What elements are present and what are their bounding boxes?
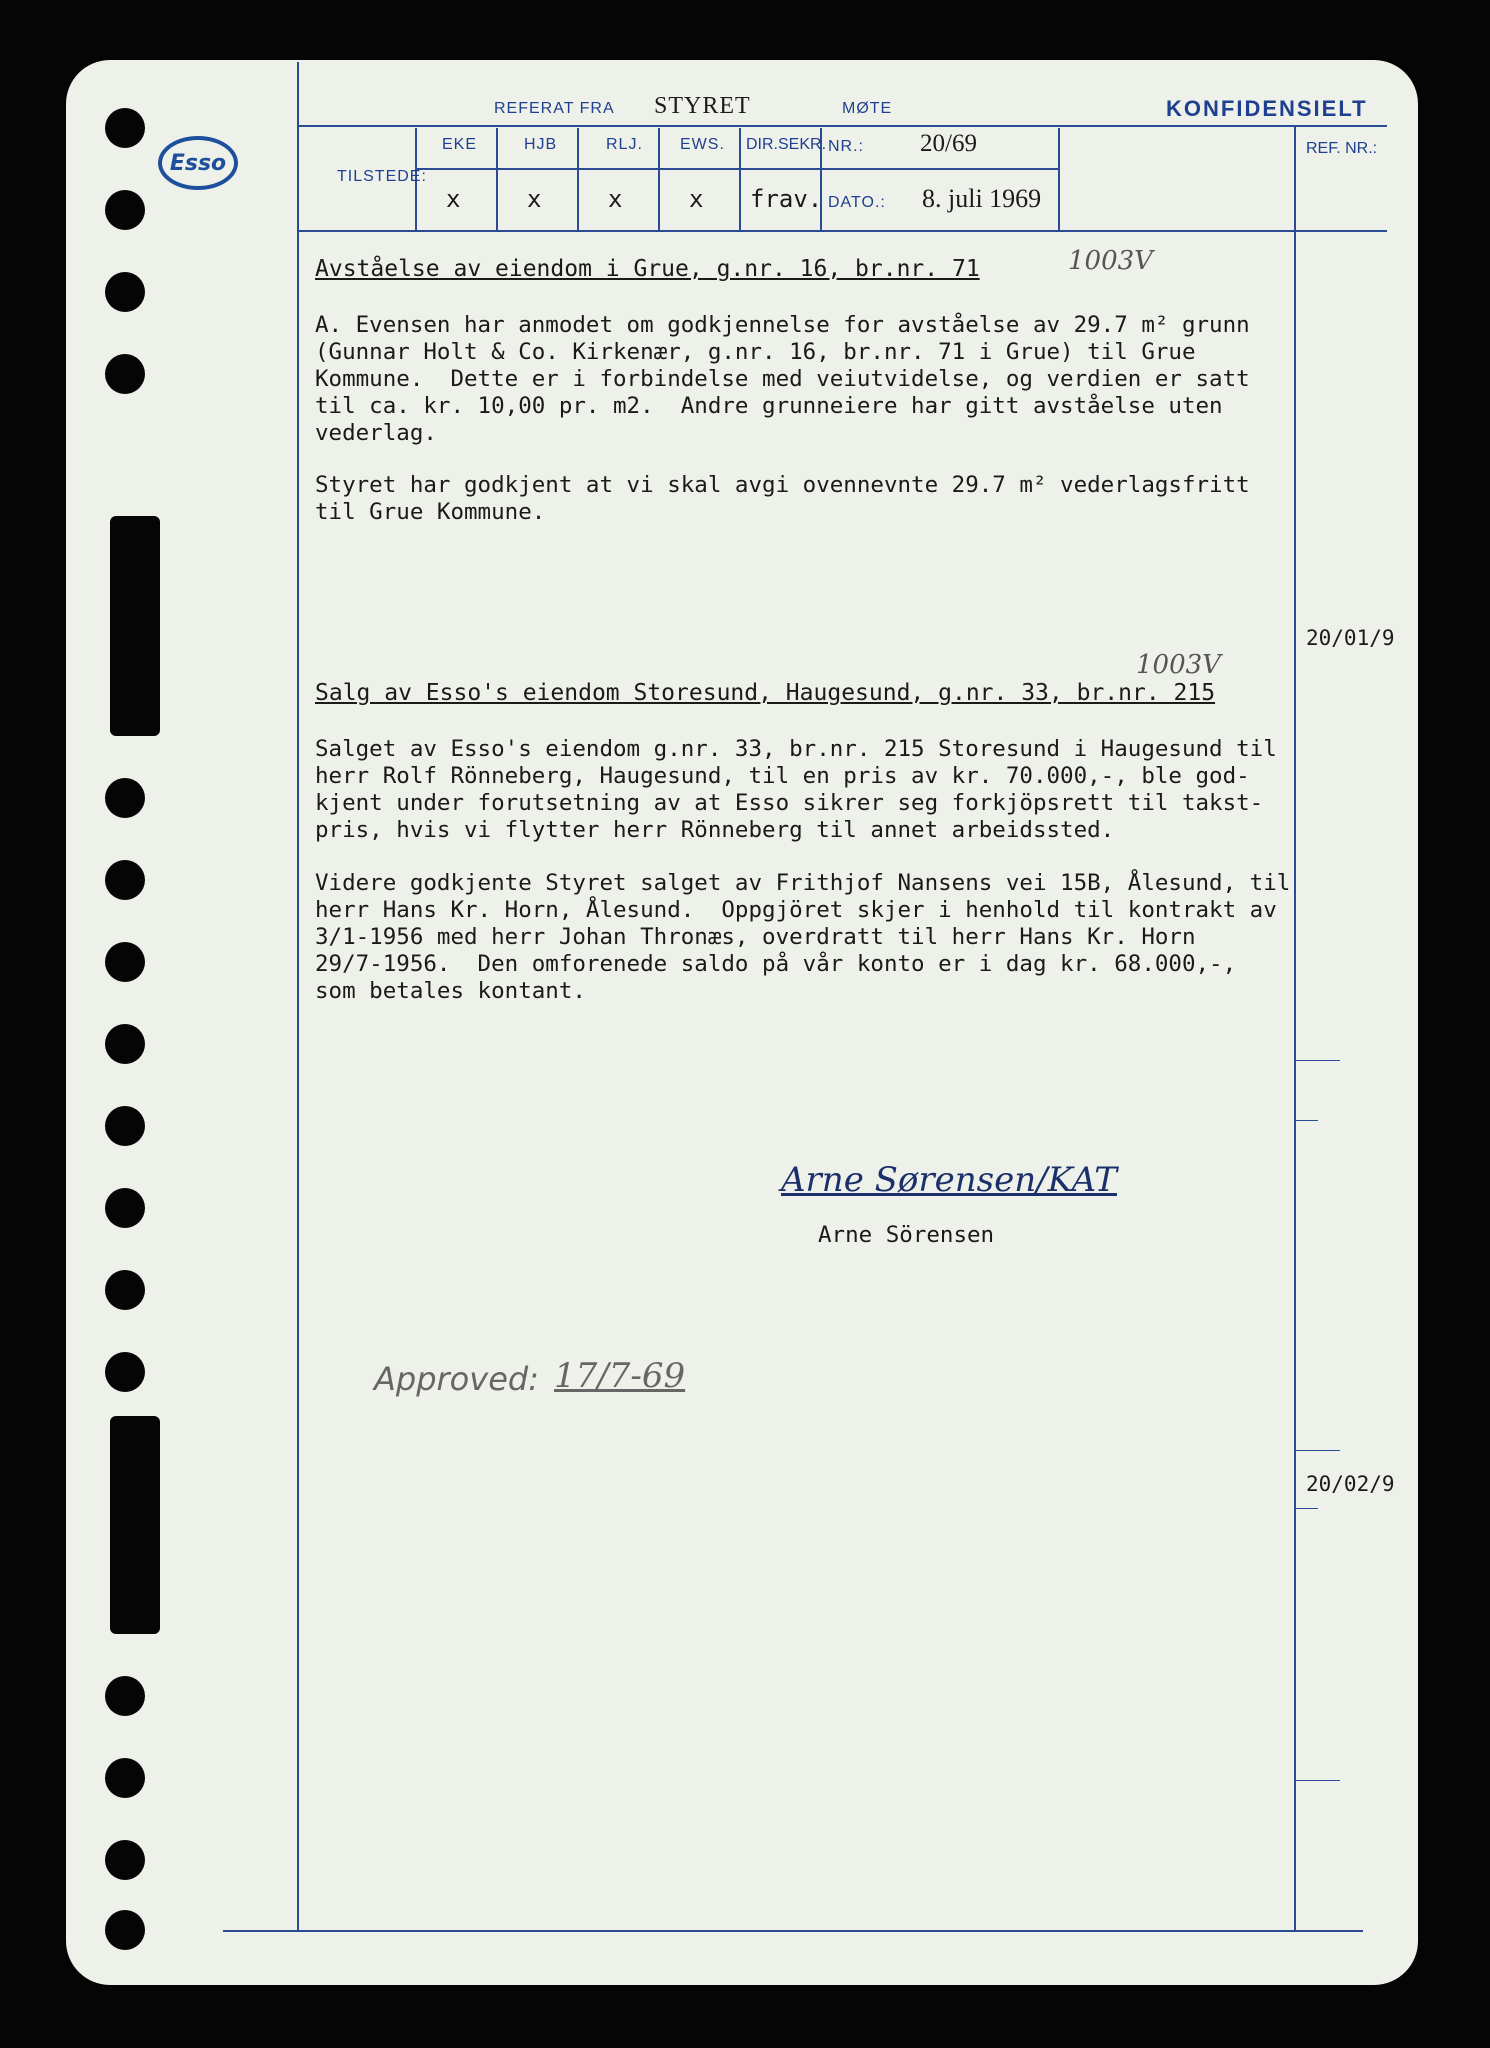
section-2-pen-note: 1003V xyxy=(1136,650,1221,680)
punch-hole xyxy=(105,1758,145,1798)
nr-label: NR.: xyxy=(828,138,864,155)
column-divider xyxy=(496,128,498,230)
attendee-code-rlj: RLJ. xyxy=(606,136,643,153)
mote-label: MØTE xyxy=(842,100,893,117)
form-left-border xyxy=(297,62,299,1932)
attendee-mark: frav. xyxy=(750,185,823,213)
punch-hole xyxy=(105,1106,145,1146)
punch-hole xyxy=(105,1840,145,1880)
attendee-mark: x xyxy=(446,185,461,213)
column-divider xyxy=(577,128,579,230)
section-1-pen-note: 1003V xyxy=(1068,246,1153,276)
section-1-heading: Avståelse av eiendom i Grue, g.nr. 16, br.nr. 71 xyxy=(315,256,980,282)
section-2-paragraph-1: Salget av Esso's eiendom g.nr. 33, br.nr. 215 Storesund i Haugesund til herr Rolf Rönneberg, Haugesund, til en pris av kr. 70.000,-, ble god- kjent under forutsetning av at Esso sikrer seg forkjöpsrett til takst- pris, hvis vi flytter herr Rönneberg til annet arbeidssted. xyxy=(315,736,1277,843)
attendee-code-eke: EKE xyxy=(442,136,478,153)
column-divider xyxy=(658,128,660,230)
attendee-mark: x xyxy=(689,185,704,213)
punch-hole xyxy=(105,108,145,148)
punch-hole xyxy=(105,942,145,982)
punch-hole xyxy=(105,354,145,394)
margin-rule xyxy=(1296,1450,1340,1451)
section-1-paragraph-1: A. Evensen har anmodet om godkjennelse for avståelse av 29.7 m² grunn (Gunnar Holt & Co. Kirkenær, g.nr. 16, br.nr. 71 i Grue) til Grue Kommune. Dette er i forbindelse med veiutvidelse, og verdien er satt til ca. kr. 10,00 pr. m2. Andre grunneiere har gitt avståelse uten vederlag. xyxy=(315,312,1250,446)
punch-hole xyxy=(105,1352,145,1392)
punch-hole xyxy=(105,272,145,312)
margin-rule xyxy=(1296,1508,1318,1509)
punch-hole xyxy=(105,1676,145,1716)
punch-hole xyxy=(105,778,145,818)
attendee-mark: x xyxy=(608,185,623,213)
tilstede-label: TILSTEDE: xyxy=(337,168,427,185)
esso-logo xyxy=(158,136,238,190)
margin-column-border xyxy=(1294,125,1296,1930)
referat-fra-label: REFERAT FRA xyxy=(494,100,615,117)
esso-logo-text: Esso xyxy=(169,150,227,176)
nr-value: 20/69 xyxy=(920,130,977,157)
handwritten-signature: Arne Sørensen/KAT xyxy=(781,1160,1117,1200)
punch-hole xyxy=(105,1024,145,1064)
binder-clip xyxy=(110,1416,160,1634)
konfidensielt-label: KONFIDENSIELT xyxy=(1166,96,1368,121)
header-top-rule xyxy=(297,125,1387,127)
attendee-code-dir-sekr: DIR.SEKR. xyxy=(746,136,827,153)
margin-rule xyxy=(1296,1780,1340,1781)
binder-clip xyxy=(110,516,160,736)
approved-stamp-label: Approved: xyxy=(374,1360,539,1398)
dato-label: DATO.: xyxy=(828,194,886,211)
punch-hole xyxy=(105,1910,145,1950)
header-mid-rule xyxy=(415,168,1058,170)
margin-ref-20-01-9: 20/01/9 xyxy=(1306,626,1395,650)
header-bottom-rule xyxy=(297,230,1387,232)
attendee-code-hjb: HJB xyxy=(524,136,558,153)
referat-value: STYRET xyxy=(654,93,751,119)
dato-value: 8. juli 1969 xyxy=(922,184,1042,213)
approved-date: 17/7-69 xyxy=(554,1356,686,1396)
column-divider xyxy=(1058,128,1060,230)
punch-hole xyxy=(105,190,145,230)
margin-rule xyxy=(1296,1060,1340,1061)
section-2-heading: Salg av Esso's eiendom Storesund, Haugesund, g.nr. 33, br.nr. 215 xyxy=(315,680,1216,706)
margin-rule xyxy=(1296,1120,1318,1121)
column-divider xyxy=(739,128,741,230)
attendee-mark: x xyxy=(527,185,542,213)
punch-hole xyxy=(105,860,145,900)
margin-ref-20-02-9: 20/02/9 xyxy=(1306,1472,1395,1496)
ref-nr-label: REF. NR.: xyxy=(1306,140,1378,157)
section-2-paragraph-2: Videre godkjente Styret salget av Frithjof Nansens vei 15B, Ålesund, til herr Hans Kr. Horn, Ålesund. Oppgjöret skjer i henhold til kontrakt av 3/1-1956 med herr Johan Thronæs, overdratt til herr Hans Kr. Horn 29/7-1956. Den omforenede saldo på vår konto er i dag kr. 68.000,-, som betales kontant. xyxy=(315,870,1291,1004)
section-1-paragraph-2: Styret har godkjent at vi skal avgi ovennevnte 29.7 m² vederlagsfritt til Grue Kommune. xyxy=(315,472,1250,525)
signature-typed-name: Arne Sörensen xyxy=(818,1222,995,1248)
attendee-code-ews: EWS. xyxy=(680,136,725,153)
form-bottom-border xyxy=(223,1930,1363,1932)
punch-hole xyxy=(105,1270,145,1310)
document-page xyxy=(66,60,1418,1985)
punch-hole xyxy=(105,1188,145,1228)
